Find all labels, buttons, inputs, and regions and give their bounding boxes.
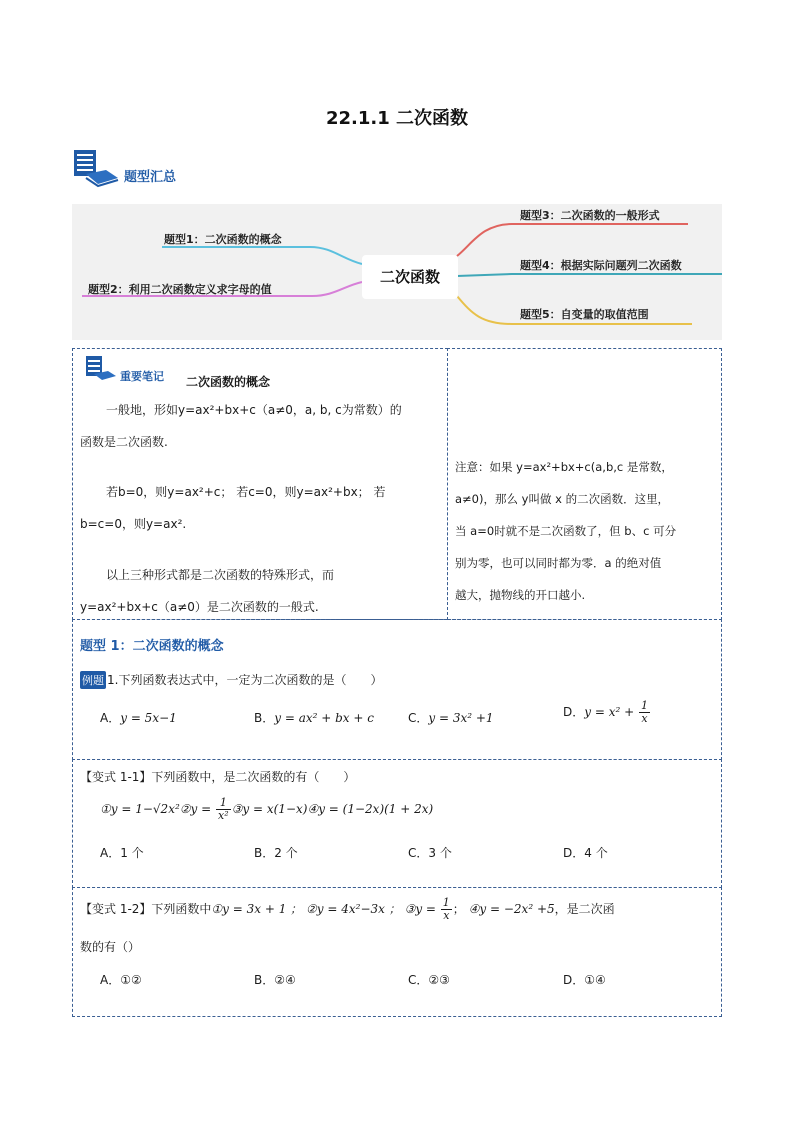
notes-side-box bbox=[447, 348, 722, 620]
v12-option-a[interactable]: A．①② bbox=[100, 973, 142, 987]
option-b[interactable] bbox=[254, 709, 374, 726]
fraction: $\frac{1}{x}$ bbox=[442, 896, 450, 922]
notes-heading: 二次函数的概念 bbox=[186, 375, 271, 389]
v11-option-c[interactable]: C．3 个 bbox=[408, 846, 452, 860]
v12-option-c[interactable]: C．②③ bbox=[408, 973, 450, 987]
mindmap-item-type2: 题型2：利用二次函数定义求字母的值 bbox=[88, 283, 272, 296]
example-question-text: 1.下列函数表达式中，一定为二次函数的是（ ） bbox=[107, 673, 383, 687]
notes-icon bbox=[84, 354, 118, 382]
fraction: $\frac{1}{\text{x²}}$ bbox=[218, 796, 229, 822]
fraction: $\frac{1}{x}$ bbox=[640, 699, 648, 725]
option-d[interactable] bbox=[563, 700, 651, 725]
v11-option-d[interactable]: D．4 个 bbox=[563, 846, 608, 860]
book-stack-icon bbox=[72, 148, 120, 188]
side-note-line4: 别为零，也可以同时都为零．a 的绝对值 bbox=[455, 556, 662, 570]
variant-1-2-question: 【变式 1-2】下列函数中①y = 3x + 1 ； ②y = 4x²−3x ； ③y = $\frac{1}{x}$ ； ④y = −2x² +5，是二次函 bbox=[80, 896, 615, 922]
type1-heading: 题型 1：二次函数的概念 bbox=[80, 639, 224, 654]
v12-option-b[interactable]: B．②④ bbox=[254, 973, 296, 987]
side-note-line5: 越大，抛物线的开口越小. bbox=[455, 588, 586, 602]
page-title: 22.1.1 二次函数 bbox=[325, 108, 469, 129]
notes-p2-line1: 若b=0，则y=ax²+c； 若c=0，则y=ax²+bx； 若 bbox=[106, 485, 386, 499]
variant-1-1-functions: ①y = 1−√2x²②y = $\frac{1}{\text{x²}}$ ③y = x(1−x)④y = (1−2x)(1 + 2x) bbox=[100, 796, 434, 822]
option-letter: B． bbox=[254, 711, 275, 725]
notes-p1-line2: 函数是二次函数. bbox=[80, 435, 168, 449]
v11-option-b[interactable]: B．2 个 bbox=[254, 846, 298, 860]
v11-option-a[interactable]: A．1 个 bbox=[100, 846, 144, 860]
option-letter: D． bbox=[563, 705, 585, 719]
example-badge: 例题 bbox=[80, 671, 106, 689]
notes-label: 重要笔记 bbox=[120, 370, 164, 383]
v12-option-d[interactable]: D．①④ bbox=[563, 973, 606, 987]
mindmap-item-type5: 题型5：自变量的取值范围 bbox=[520, 308, 649, 321]
notes-p2-line2: b=c=0，则y=ax². bbox=[80, 517, 187, 531]
mindmap-item-type4: 题型4：根据实际问题列二次函数 bbox=[520, 259, 682, 272]
mindmap-center: 二次函数 bbox=[362, 255, 458, 299]
option-a[interactable] bbox=[100, 709, 177, 726]
notes-p1-line1: 一般地，形如y=ax²+bx+c（a≠0，a, b, c为常数）的 bbox=[106, 403, 402, 417]
side-note-line3: 当 a=0时就不是二次函数了，但 b、c 可分 bbox=[455, 524, 677, 538]
example-question bbox=[80, 671, 382, 689]
option-expr: y = 5x−1 bbox=[120, 711, 177, 725]
option-expr: y = x² + bbox=[584, 705, 638, 719]
option-expr: y = 3x² +1 bbox=[428, 711, 494, 725]
mindmap-item-type1: 题型1：二次函数的概念 bbox=[164, 233, 282, 246]
side-note-line1: 注意：如果 y=ax²+bx+c(a,b,c 是常数， bbox=[455, 460, 673, 474]
option-letter: A． bbox=[100, 711, 121, 725]
notes-p3-line2: y=ax²+bx+c（a≠0）是二次函数的一般式. bbox=[80, 600, 319, 614]
mindmap-item-type3: 题型3：二次函数的一般形式 bbox=[520, 209, 660, 222]
side-note-line2: a≠0)，那么 y叫做 x 的二次函数．这里， bbox=[455, 492, 670, 506]
notes-p3-line1: 以上三种形式都是二次函数的特殊形式，而 bbox=[106, 568, 335, 582]
variant-1-2-question-line2: 数的有（） bbox=[80, 940, 141, 954]
variant-1-1-question: 【变式 1-1】下列函数中，是二次函数的有（ ） bbox=[80, 770, 356, 784]
option-letter: C． bbox=[408, 711, 429, 725]
section-label: 题型汇总 bbox=[124, 170, 177, 185]
option-expr: y = ax² + bx + c bbox=[274, 711, 374, 725]
option-c[interactable] bbox=[408, 709, 494, 726]
